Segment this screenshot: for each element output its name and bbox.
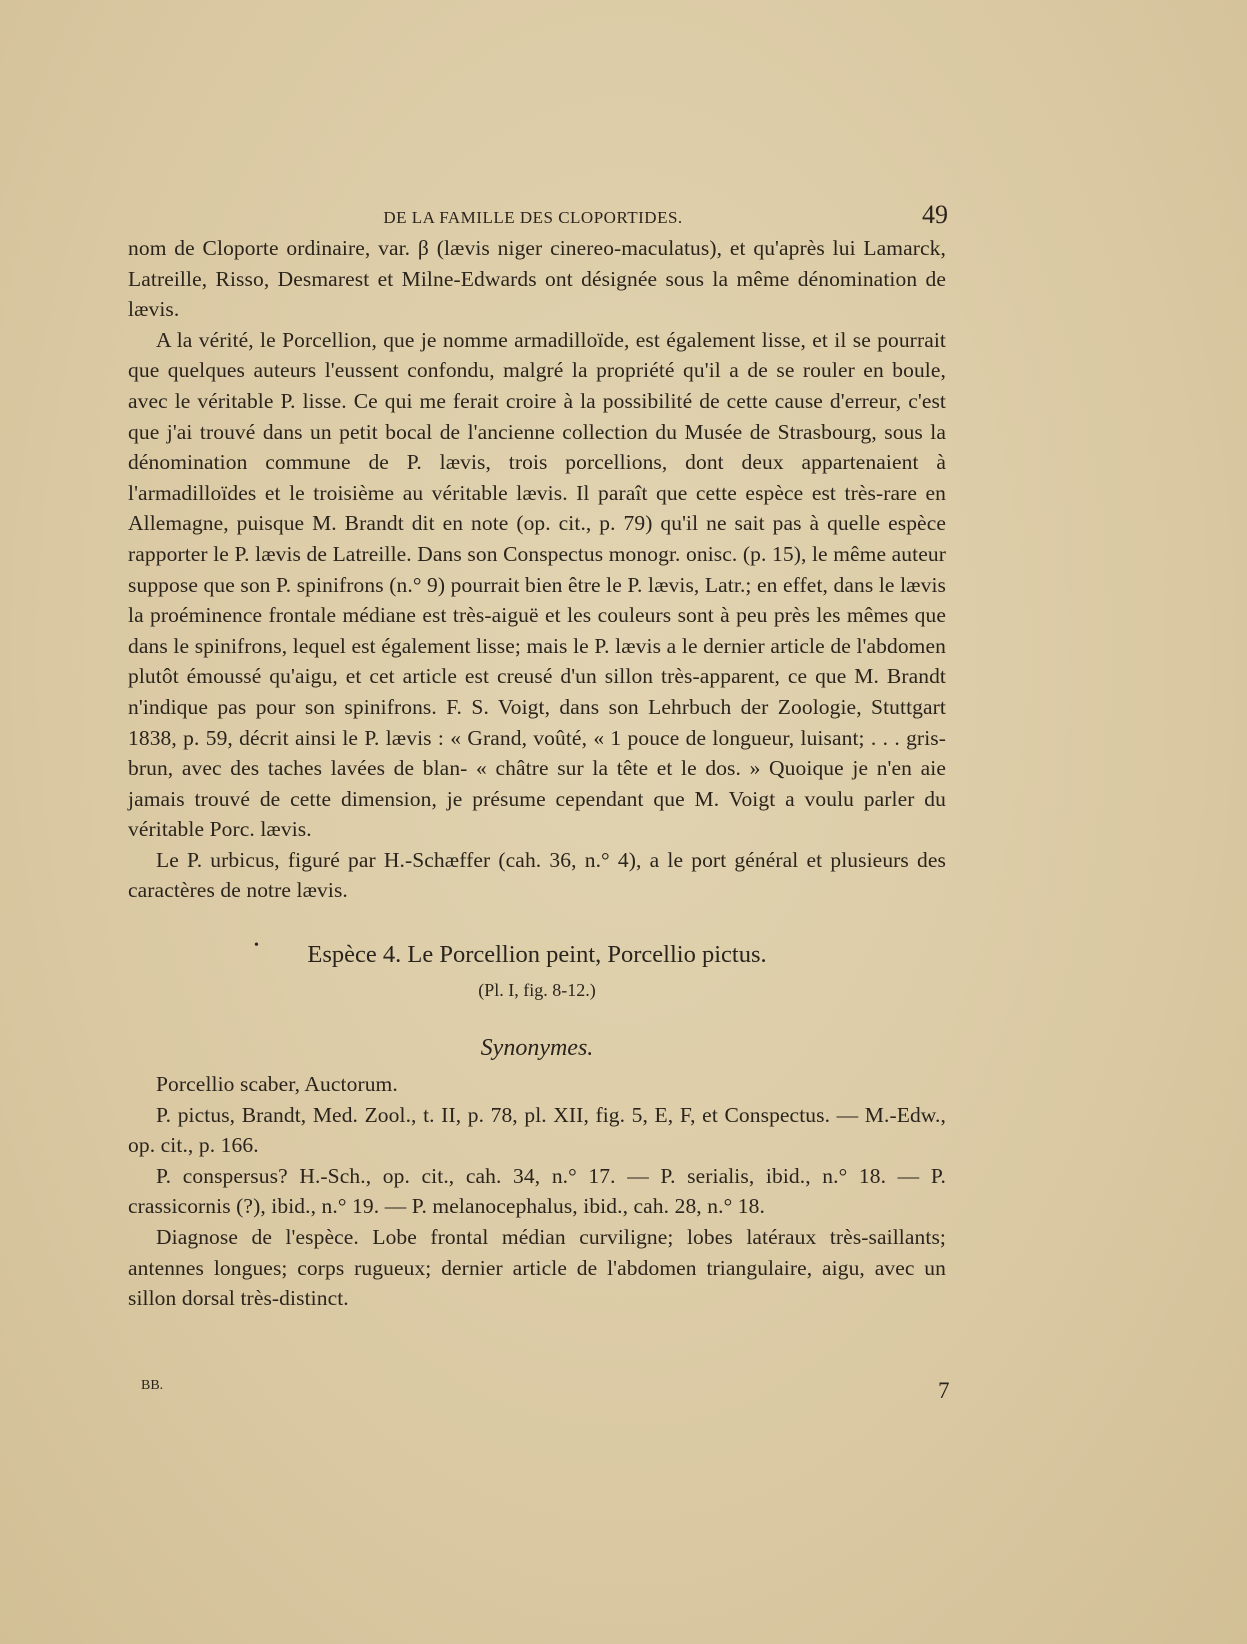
paragraph-1: nom de Cloporte ordinaire, var. β (lævis niger cinereo-maculatus), et qu'après lui Lamarck, Latreille, Risso, Desmarest et Milne-Edwards ont désignée sous la même dénomination de lævis. [128,236,946,322]
paragraph-2: A la vérité, le Porcellion, que je nomme armadilloïde, est également lisse, et il se pourrait que quelques auteurs l'eussent confondu, malgré la propriété qu'il a de se rouler en boule, avec le véritable P. lisse. Ce qui me ferait croire à la possibilité de cette cause d'erreur, c'est que j'ai trouvé dans un petit bocal de l'ancienne collection du Musée de Strasbourg, sous la dénomination commune de P. lævis, trois porcellions, dont deux appartenaient à l'armadilloïdes et le troisième au véritable lævis. Il paraît que cette espèce est très-rare en Allemagne, puisque M. Brandt dit en note (op. cit., p. 79) qu'il ne sait pas à quelle espèce rapporter le P. lævis de Latreille. Dans son Conspectus monogr. onisc. (p. 15), le même auteur suppose que son P. spinifrons (n.° 9) pourrait bien être le P. lævis, Latr.; en effet, dans le lævis la proéminence frontale médiane est très-aiguë et les couleurs sont à peu près les mêmes que dans le spinifrons, lequel est également lisse; mais le P. lævis a le dernier article de l'abdomen plutôt émoussé qu'aigu, et cet article est creusé d'un sillon très-apparent, ce que M. Brandt n'indique pas pour son spinifrons. F. S. Voigt, dans son Lehrbuch der Zoologie, Stuttgart 1838, p. 59, décrit ainsi le P. lævis : « Grand, voûté, « 1 pouce de longueur, luisant; . . . gris-brun, avec des taches lavées de blan- « châtre sur la tête et le dos. » Quoique je n'en aie jamais trouvé de cette dimension, je présume cependant que M. Voigt a voulu parler du véritable Porc. lævis. [128,327,946,842]
page-header [118,200,948,232]
diagnosis-paragraph: Diagnose de l'espèce. Lobe frontal médian curviligne; lobes latéraux très-saillants; antennes longues; corps rugueux; dernier article de l'abdomen triangulaire, aigu, avec un sillon dorsal très-distinct. [128,1225,946,1311]
synonym-entry-2: P. pictus, Brandt, Med. Zool., t. II, p. 78, pl. XII, fig. 5, E, F, et Conspectus. — M.-Edw., op. cit., p. 166. [128,1102,946,1158]
synonym-entry-3: P. conspersus? H.-Sch., op. cit., cah. 34, n.° 17. — P. serialis, ibid., n.° 18. — P. crassicornis (?), ibid., n.° 19. — P. melanocephalus, ibid., cah. 28, n.° 18. [128,1163,946,1219]
signature-mark: BB. [141,1378,164,1393]
running-head: DE LA FAMILLE DES CLOPORTIDES. [383,208,683,227]
paragraph-3: Le P. urbicus, figuré par H.-Schæffer (cah. 36, n.° 4), a le port général et plusieurs des caractères de notre lævis. [128,847,946,903]
synonym-entry-1: Porcellio scaber, Auctorum. [156,1072,398,1097]
sheet-number: 7 [938,1378,950,1403]
species-heading: Espèce 4. Le Porcellion peint, Porcellio pictus. [307,941,767,969]
plate-reference: (Pl. I, fig. 8-12.) [478,980,596,1001]
synonyms-heading: Synonymes. [480,1035,594,1062]
stray-mark: • [254,938,259,953]
page-number: 49 [922,200,948,229]
text-body [128,233,946,1314]
